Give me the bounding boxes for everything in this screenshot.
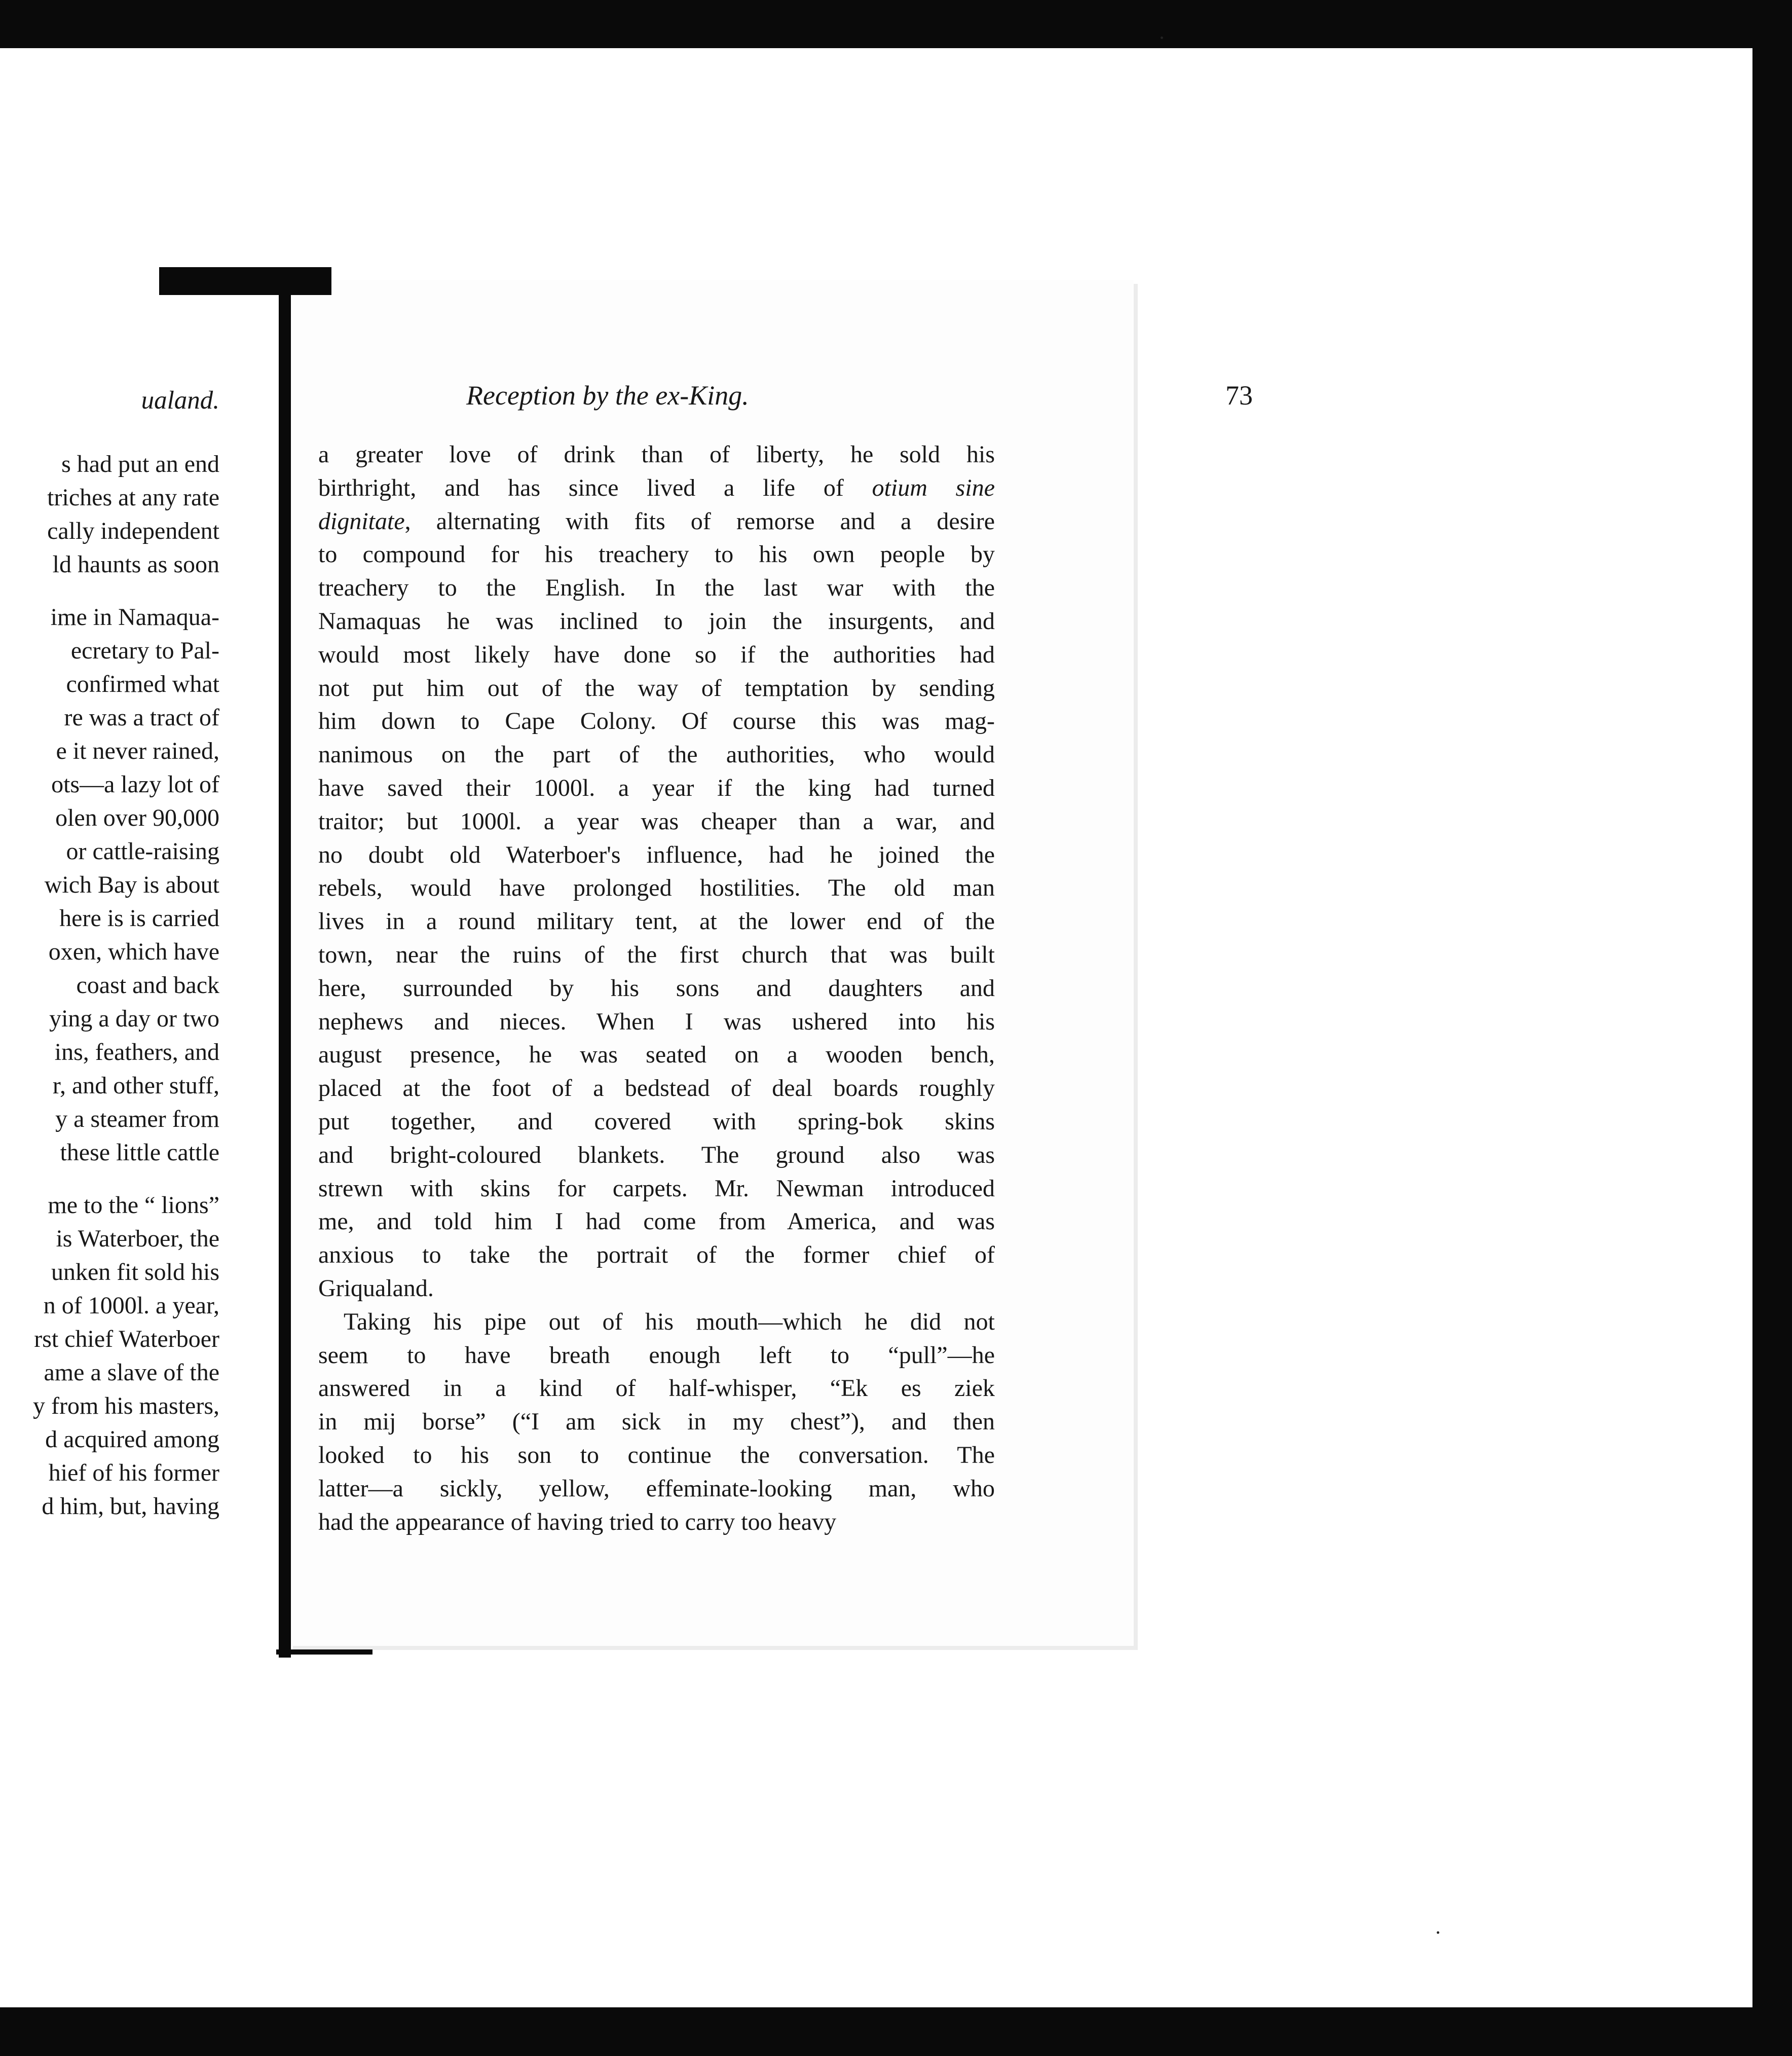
text-line: strewn with skins for carpets. Mr. Newman introduced	[318, 1174, 995, 1202]
gutter-foot	[276, 1649, 372, 1655]
running-head: Reception by the ex-King.	[466, 380, 749, 411]
text-line: rst chief Waterboer	[34, 1326, 219, 1352]
text-line: ime in Namaqua-	[50, 604, 219, 631]
text-line: lives in a round military tent, at the lower end of the	[318, 908, 995, 935]
text-line: Taking his pipe out of his mouth—which he did not	[344, 1308, 995, 1335]
text-line: put together, and covered with spring-bok skins	[318, 1108, 995, 1135]
text-line: these little cattle	[60, 1139, 219, 1166]
text-line: looked to his son to continue the conversation. The	[318, 1441, 995, 1468]
text-line: him down to Cape Colony. Of course this was mag-	[318, 708, 995, 735]
text-line: ame a slave of the	[44, 1359, 219, 1386]
paragraph-1	[318, 438, 995, 1305]
page-number: 73	[1225, 380, 1253, 411]
text-line: Namaquas he was inclined to join the insurgents, and	[318, 607, 995, 635]
text-line: in mij borse” (“I am sick in my chest”), and then	[318, 1408, 995, 1436]
text-line: rebels, would have prolonged hostilities. The old man	[318, 874, 995, 902]
paragraph-2	[318, 1305, 995, 1539]
page-body-text	[318, 438, 995, 1538]
text-line: and bright-coloured blankets. The ground also was	[318, 1141, 995, 1168]
left-page-text	[0, 448, 219, 1523]
text-line: ecretary to Pal-	[70, 637, 219, 664]
text-line: wich Bay is about	[44, 871, 219, 898]
text-line: s had put an end	[61, 451, 219, 478]
text-line: nanimous on the part of the authorities, who would	[318, 741, 995, 768]
text-line: is Waterboer, the	[56, 1225, 219, 1252]
page-header	[466, 379, 1270, 412]
text-line: nephews and nieces. When I was ushered into his	[318, 1008, 995, 1035]
text-line: Griqualand.	[318, 1274, 434, 1302]
text-line: would most likely have done so if the authorities had	[318, 641, 995, 668]
text-line: dignitate, alternating with fits of remorse and a desire	[318, 507, 995, 535]
text-line: me to the “ lions”	[48, 1192, 219, 1219]
text-line: seem to have breath enough left to “pull”—he	[318, 1341, 995, 1369]
text-line: y from his masters,	[33, 1392, 219, 1419]
text-line: n of 1000l. a year,	[43, 1292, 219, 1319]
film-border-right	[1752, 0, 1792, 2056]
text-line: latter—a sickly, yellow, effeminate-looking man, who	[318, 1475, 995, 1502]
paragraph-break	[0, 581, 219, 601]
text-line: triches at any rate	[47, 484, 219, 511]
scan-speck	[1161, 36, 1163, 39]
text-line: no doubt old Waterboer's influence, had he joined the	[318, 841, 995, 868]
gutter-clip	[159, 267, 331, 295]
text-line: treachery to the English. In the last war with the	[318, 574, 995, 602]
text-line: to compound for his treachery to his own people by	[318, 541, 995, 568]
text-line: ying a day or two	[49, 1005, 219, 1032]
text-line: not put him out of the way of temptation by sending	[318, 674, 995, 702]
text-line: oxen, which have	[48, 938, 219, 965]
text-line: hief of his former	[48, 1459, 219, 1486]
text-line: had the appearance of having tried to carry too heavy	[318, 1508, 837, 1535]
text-line: have saved their 1000l. a year if the king had turned	[318, 774, 995, 801]
text-line: ots—a lazy lot of	[51, 771, 219, 798]
left-page	[0, 286, 289, 1655]
text-line: or cattle-raising	[66, 838, 219, 865]
text-line: unken fit sold his	[51, 1259, 219, 1286]
text-line: confirmed what	[66, 671, 219, 697]
paragraph-break	[0, 1169, 219, 1189]
text-line: y a steamer from	[55, 1106, 219, 1132]
text-line: d acquired among	[45, 1426, 219, 1453]
text-line: traitor; but 1000l. a year was cheaper than a war, and	[318, 807, 995, 835]
text-line: e it never rained,	[56, 738, 219, 764]
film-border-top	[0, 0, 1792, 48]
text-line: r, and other stuff,	[52, 1072, 219, 1099]
film-border-bottom	[0, 2007, 1792, 2056]
text-line: answered in a kind of half-whisper, “Ek es ziek	[318, 1375, 995, 1402]
text-line: town, near the ruins of the first church that was built	[318, 941, 995, 968]
text-line: here is is carried	[59, 905, 219, 932]
text-line: august presence, he was seated on a wooden bench,	[318, 1041, 995, 1069]
text-line: here, surrounded by his sons and daughters and	[318, 974, 995, 1002]
right-page	[289, 280, 1253, 1646]
text-line: ins, feathers, and	[54, 1039, 219, 1066]
text-line: re was a tract of	[64, 704, 219, 731]
text-line: coast and back	[76, 972, 219, 999]
text-line: me, and told him I had come from America, and was	[318, 1208, 995, 1235]
text-line: placed at the foot of a bedstead of deal boards roughly	[318, 1075, 995, 1102]
text-line: ld haunts as soon	[52, 551, 219, 578]
text-line: birthright, and has since lived a life of otium sine	[318, 474, 995, 501]
text-line: olen over 90,000	[55, 804, 219, 831]
text-line: d him, but, having	[42, 1493, 219, 1520]
gutter-line	[279, 269, 291, 1658]
text-line: cally independent	[47, 518, 219, 544]
left-running-head: ualand.	[141, 386, 219, 415]
text-line: anxious to take the portrait of the former chief of	[318, 1241, 995, 1269]
scan-speck	[1437, 1931, 1439, 1934]
text-line: a greater love of drink than of liberty, he sold his	[318, 441, 995, 468]
